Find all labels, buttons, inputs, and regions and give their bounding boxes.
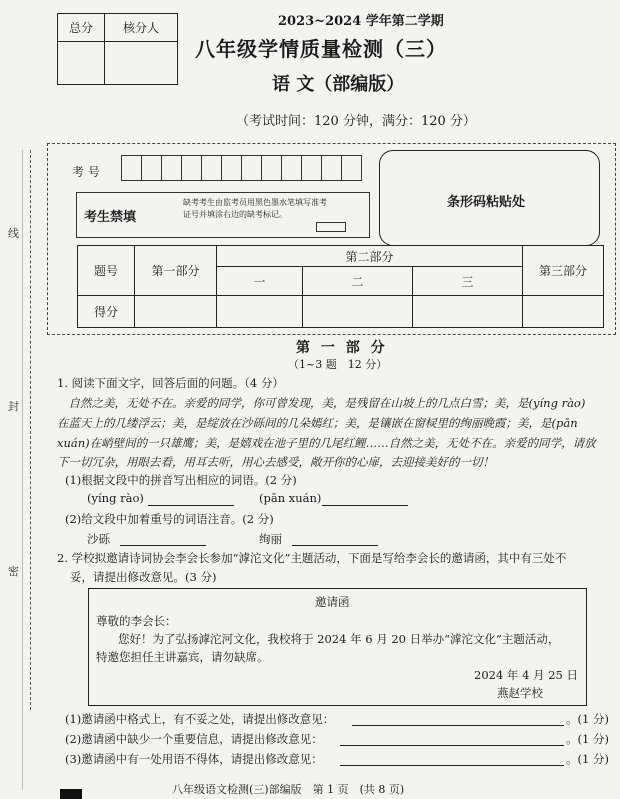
q1-pinyin-1: (yíng rào) — [87, 491, 144, 505]
q1-passage-line-2: 在蓝天上的几缕浮云；美，是绽放在沙砾间的几朵嫣红；美，是镶嵌在窗棂里的绚丽晚霞；美，是(pān — [57, 416, 578, 430]
absent-mark-box[interactable] — [316, 222, 346, 232]
q1-sub2: (2)给文段中加着重号的词语注音。(2 分) — [65, 512, 274, 526]
q2-item-2-blank[interactable] — [340, 733, 564, 746]
part2-sub-1: 一 — [217, 267, 303, 296]
margin-label-seal: 封 — [8, 400, 19, 413]
section-title: 第 一 部 分 — [296, 340, 388, 356]
letter-date: 2024 年 4 月 25 日 — [474, 668, 578, 682]
q1-stem: 1. 阅读下面文字，回答后面的问题。（4 分） — [57, 376, 284, 390]
q2-item-3-score: 。(1 分) — [566, 752, 609, 766]
absent-candidate-instructions: 缺考考生由监考员用黑色墨水笔填写准考证号并填涂右边的缺考标记。 — [183, 198, 327, 219]
part2-sub-2: 二 — [303, 267, 413, 296]
letter-body-2: 特邀您担任主讲嘉宾，请勿缺席。 — [96, 650, 269, 664]
q1-word-2: 绚丽 — [259, 532, 282, 546]
score-cell-part2-2[interactable] — [303, 296, 413, 328]
q2-item-1: (1)邀请函中格式上，有不妥之处，请提出修改意见： — [65, 712, 335, 726]
q1-answer-1-blank[interactable] — [148, 493, 234, 506]
letter-title: 邀请函 — [315, 595, 350, 609]
part2-sub-3: 三 — [413, 267, 523, 296]
q2-stem-line-2: 妥，请提出修改意见。(3 分) — [70, 570, 217, 584]
total-score-field[interactable] — [58, 42, 105, 84]
total-score-box — [57, 13, 178, 85]
score-row-label: 得分 — [78, 296, 135, 328]
score-cell-part1[interactable] — [135, 296, 217, 328]
margin-label-secret: 密 — [8, 565, 19, 578]
question-number-label: 题号 — [78, 246, 135, 296]
q1-passage-line-1: 自然之美，无处不在。亲爱的同学，你可曾发现，美，是残留在山坡上的几点白雪；美，是(yíng rào) — [57, 396, 586, 410]
q2-item-1-score: 。(1 分) — [566, 712, 609, 726]
q1-sub1: (1)根据文段中的拼音写出相应的词语。(2 分) — [65, 473, 297, 487]
q1-passage-line-4: 下一切冗杂，用眼去看，用耳去听，用心去感受，敞开你的心扉，去迎接美好的一切！ — [57, 455, 494, 469]
part3-header: 第三部分 — [523, 246, 604, 296]
exam-title: 八年级学情质量检测（三） — [195, 37, 447, 61]
subject-title: 语 文（部编版） — [272, 74, 405, 95]
q1-word-1: 沙砾 — [87, 532, 110, 546]
q1-phonetic-2-blank[interactable] — [292, 533, 378, 546]
school-year: 2023~2024 学年第二学期 — [278, 14, 444, 29]
score-cell-part2-3[interactable] — [413, 296, 523, 328]
q1-passage-line-3: xuán)在峭壁间的一只雄鹰；美，是嬉戏在池子里的几尾红鲤……自然之美，无处不在。亲爱的同学，请放 — [57, 436, 596, 450]
q2-item-3-blank[interactable] — [340, 753, 564, 766]
binding-margin-rule — [22, 150, 23, 790]
checker-field[interactable] — [105, 42, 177, 84]
binding-cut-line — [30, 150, 31, 710]
q2-item-2: (2)邀请函中缺少一个重要信息，请提出修改意见： — [65, 732, 323, 746]
score-cell-part2-1[interactable] — [217, 296, 303, 328]
exam-info: （考试时间：120 分钟，满分：120 分） — [236, 114, 476, 129]
corner-mark — [60, 789, 82, 799]
q2-item-2-score: 。(1 分) — [566, 732, 609, 746]
exam-number-label: 考 号 — [72, 165, 100, 179]
section-subtitle: （1~3 题 12 分） — [288, 358, 388, 371]
part2-header: 第二部分 — [217, 246, 523, 267]
absent-candidate-title: 考生禁填 — [84, 210, 137, 225]
margin-label-line: 线 — [8, 227, 19, 240]
letter-signer: 燕赵学校 — [497, 686, 543, 700]
barcode-label: 条形码粘贴处 — [447, 195, 526, 210]
score-cell-part3[interactable] — [523, 296, 604, 328]
q2-item-1-blank[interactable] — [352, 713, 564, 726]
q2-stem-line-1: 2. 学校拟邀请诗词协会李会长参加“滹沱文化”主题活动，下面是写给李会长的邀请函，其中有三处不 — [57, 551, 567, 565]
exam-number-boxes[interactable] — [122, 155, 362, 179]
part1-header: 第一部分 — [135, 246, 217, 296]
q1-phonetic-1-blank[interactable] — [120, 533, 206, 546]
score-table — [77, 245, 604, 328]
q1-pinyin-2: (pān xuán) — [259, 491, 322, 505]
page-footer: 八年级语文检测(三)部编版 第 1 页 (共 8 页) — [172, 783, 405, 796]
letter-salutation: 尊敬的李会长： — [96, 614, 177, 628]
q1-answer-2-blank[interactable] — [322, 493, 408, 506]
letter-body-1: 您好！为了弘扬滹沱河文化，我校将于 2024 年 6 月 20 日举办“滹沱文化”主题活动， — [118, 632, 560, 646]
total-score-label: 总分 — [58, 14, 105, 42]
q2-item-3: (3)邀请函中有一处用语不得体，请提出修改意见： — [65, 752, 323, 766]
checker-label: 核分人 — [105, 14, 177, 42]
